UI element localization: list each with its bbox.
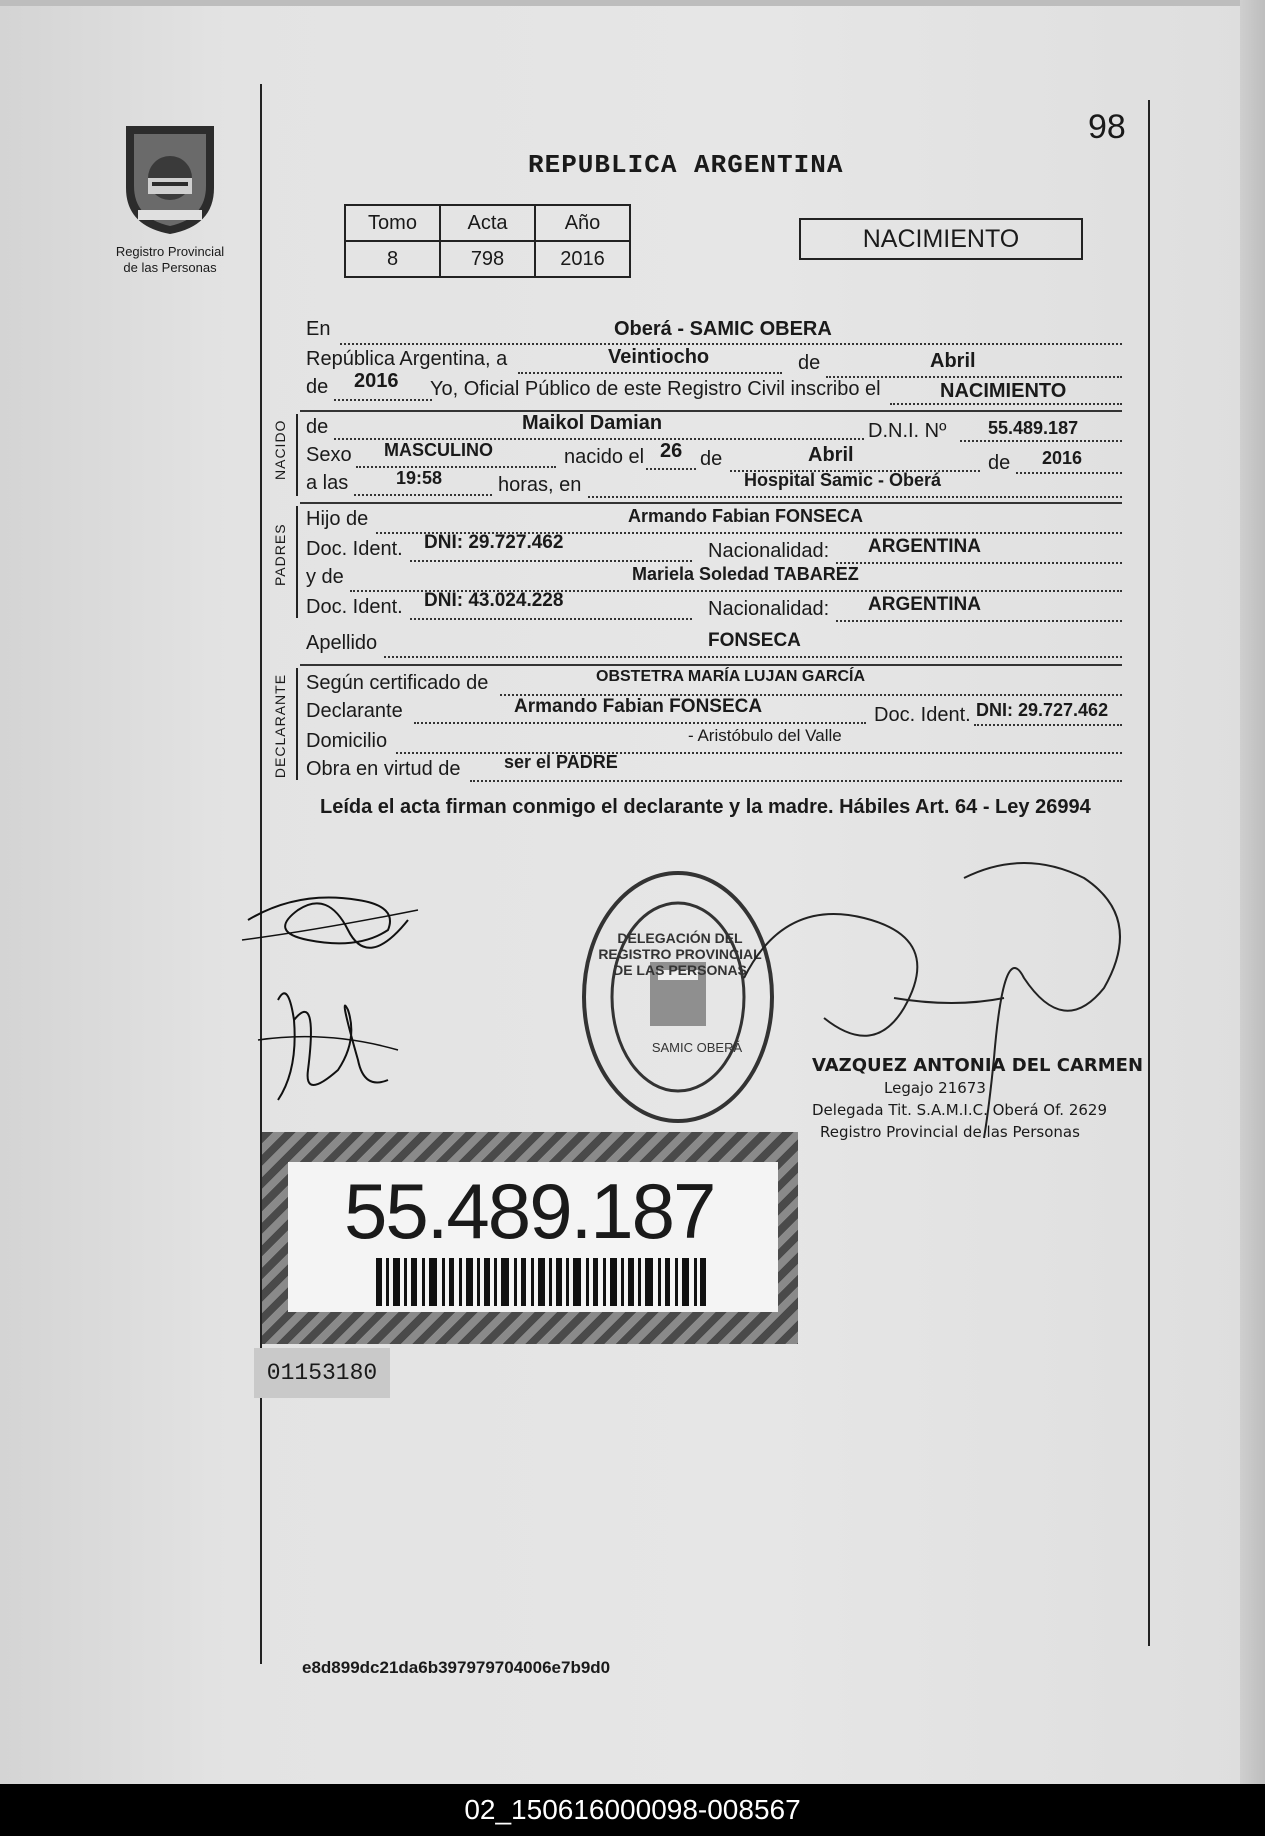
- dotted-line: [334, 399, 432, 401]
- file-id-footer: 02_150616000098-008567: [0, 1784, 1265, 1836]
- section-divider: [300, 664, 1122, 666]
- stamp-inner-text: SAMIC OBERÁ: [651, 1040, 743, 1055]
- label-doc-ident3: Doc. Ident.: [874, 704, 971, 726]
- value-mes: Abril: [930, 350, 976, 372]
- dotted-line: [588, 496, 1122, 498]
- dotted-line: [356, 466, 556, 468]
- label-dni: D.N.I. Nº: [868, 420, 947, 442]
- barcode-sticker: [262, 1132, 798, 1344]
- label-doc-ident: Doc. Ident.: [306, 538, 403, 560]
- dotted-line: [410, 560, 692, 562]
- value-declarante: Armando Fabian FONSECA: [514, 696, 763, 717]
- dotted-line: [410, 618, 692, 620]
- dotted-line: [518, 372, 782, 374]
- logo-caption: [100, 244, 240, 276]
- official-cargo: Delegada Tit. S.A.M.I.C. Oberá Of. 2629: [812, 1101, 1108, 1119]
- barcode-label: [288, 1162, 778, 1312]
- label-republica: República Argentina, a: [306, 348, 508, 370]
- side-label-nacido: NACIDO: [272, 419, 288, 480]
- label-sexo: Sexo: [306, 444, 352, 466]
- label-de4: de: [988, 452, 1011, 474]
- logo-caption-line1: Registro Provincial: [115, 244, 225, 259]
- official-registro: Registro Provincial de las Personas: [820, 1123, 1080, 1141]
- value-acto: NACIMIENTO: [940, 380, 1067, 402]
- label-de2: de: [306, 376, 329, 398]
- dotted-line: [836, 562, 1122, 564]
- side-label-declarante: DECLARANTE: [272, 673, 288, 779]
- value-padre-nac: ARGENTINA: [868, 536, 981, 557]
- right-margin-line: [1148, 100, 1150, 1646]
- stamp-ring-text: DELEGACIÓN DEL REGISTRO PROVINCIAL DE LAS PERSONAS: [598, 930, 762, 978]
- label-obra: Obra en virtud de: [306, 758, 461, 780]
- label-nacionalidad: Nacionalidad:: [708, 540, 830, 562]
- side-label-padres: PADRES: [272, 523, 288, 586]
- dotted-line: [646, 468, 696, 470]
- dotted-line: [414, 722, 866, 724]
- value-domicilio: - Aristóbulo del Valle: [688, 726, 842, 745]
- label-en: En: [306, 318, 331, 340]
- document-title: REPUBLICA ARGENTINA: [528, 150, 844, 180]
- label-de: de: [798, 352, 821, 374]
- dotted-line: [354, 494, 492, 496]
- value-lugar-nac: Hospital Samic - Oberá: [744, 470, 942, 490]
- label-a-las: a las: [306, 472, 349, 494]
- label-nacionalidad2: Nacionalidad:: [708, 598, 830, 620]
- record-type-box: NACIMIENTO: [799, 218, 1083, 260]
- value-madre: Mariela Soledad TABAREZ: [632, 564, 859, 584]
- official-name: VAZQUEZ ANTONIA DEL CARMEN: [812, 1055, 1144, 1076]
- tomo-value: 8: [345, 241, 440, 277]
- value-madre-nac: ARGENTINA: [868, 594, 981, 615]
- acta-header: Acta: [440, 205, 535, 241]
- anio-header: Año: [535, 205, 630, 241]
- section-bar-padres: [296, 506, 298, 618]
- label-domicilio: Domicilio: [306, 730, 388, 752]
- label-hijo-de: Hijo de: [306, 508, 369, 530]
- provincial-seal-logo: [118, 118, 222, 238]
- official-block: [812, 1055, 1143, 1143]
- value-anio: 2016: [354, 370, 399, 392]
- table-value-row: [345, 241, 630, 277]
- label-segun: Según certificado de: [306, 672, 489, 694]
- label-declarante: Declarante: [306, 700, 403, 722]
- closing-note: Leída el acta firman conmigo el declarante y la madre. Hábiles Art. 64 - Ley 26994: [320, 796, 1091, 818]
- tomo-acta-anio-table: [344, 204, 631, 278]
- value-nombre: Maikol Damian: [522, 412, 663, 434]
- section-divider: [300, 410, 1122, 412]
- value-sexo: MASCULINO: [384, 440, 493, 460]
- value-madre-doc: DNI: 43.024.228: [424, 590, 564, 611]
- value-obra: ser el PADRE: [504, 752, 618, 772]
- label-horas-en: horas, en: [498, 474, 582, 496]
- control-number-stamp: 01153180: [254, 1348, 390, 1398]
- label-de-nacido: de: [306, 416, 329, 438]
- value-anio-nac: 2016: [1042, 448, 1083, 468]
- dotted-line: [384, 656, 1122, 658]
- value-declarante-doc: DNI: 29.727.462: [976, 700, 1109, 720]
- acta-value: 798: [440, 241, 535, 277]
- value-mes-nac: Abril: [808, 444, 854, 466]
- label-y-de: y de: [306, 566, 344, 588]
- dotted-line: [340, 343, 1122, 345]
- dotted-line: [470, 780, 1122, 782]
- section-bar-nacido: [296, 414, 298, 496]
- value-dia: Veintiocho: [608, 346, 710, 368]
- paper-edge: [1240, 0, 1265, 1784]
- section-divider: [300, 502, 1122, 504]
- table-header-row: [345, 205, 630, 241]
- logo-caption-line2: de las Personas: [123, 260, 217, 275]
- label-apellido: Apellido: [306, 632, 378, 654]
- value-apellido: FONSECA: [708, 630, 801, 651]
- label-de3: de: [700, 448, 723, 470]
- label-yo: Yo, Oficial Público de este Registro Civil inscribo el: [430, 378, 881, 400]
- page-number: 98: [1088, 108, 1126, 146]
- value-dia-nac: 26: [660, 440, 683, 462]
- value-certificado: OBSTETRA MARÍA LUJAN GARCÍA: [596, 668, 866, 685]
- label-doc-ident2: Doc. Ident.: [306, 596, 403, 618]
- top-edge: [0, 0, 1265, 6]
- handwritten-signatures: [238, 870, 428, 1130]
- dotted-line: [974, 724, 1122, 726]
- anio-value: 2016: [535, 241, 630, 277]
- tomo-header: Tomo: [345, 205, 440, 241]
- dotted-line: [960, 440, 1122, 442]
- value-lugar: Oberá - SAMIC OBERA: [614, 318, 832, 340]
- dotted-line: [1016, 472, 1122, 474]
- barcode-number: 55.489.187: [344, 1167, 715, 1255]
- value-hora: 19:58: [396, 468, 443, 488]
- value-padre-doc: DNI: 29.727.462: [424, 532, 564, 553]
- document-hash: e8d899dc21da6b397979704006e7b9d0: [302, 1658, 611, 1677]
- section-bar-declarante: [296, 668, 298, 780]
- value-dni: 55.489.187: [988, 418, 1079, 438]
- dotted-line: [890, 403, 1122, 405]
- label-nacido-el: nacido el: [564, 446, 645, 468]
- dotted-line: [836, 620, 1122, 622]
- official-legajo: Legajo 21673: [884, 1079, 986, 1097]
- barcode-bars: [376, 1258, 706, 1306]
- value-padre: Armando Fabian FONSECA: [628, 506, 864, 526]
